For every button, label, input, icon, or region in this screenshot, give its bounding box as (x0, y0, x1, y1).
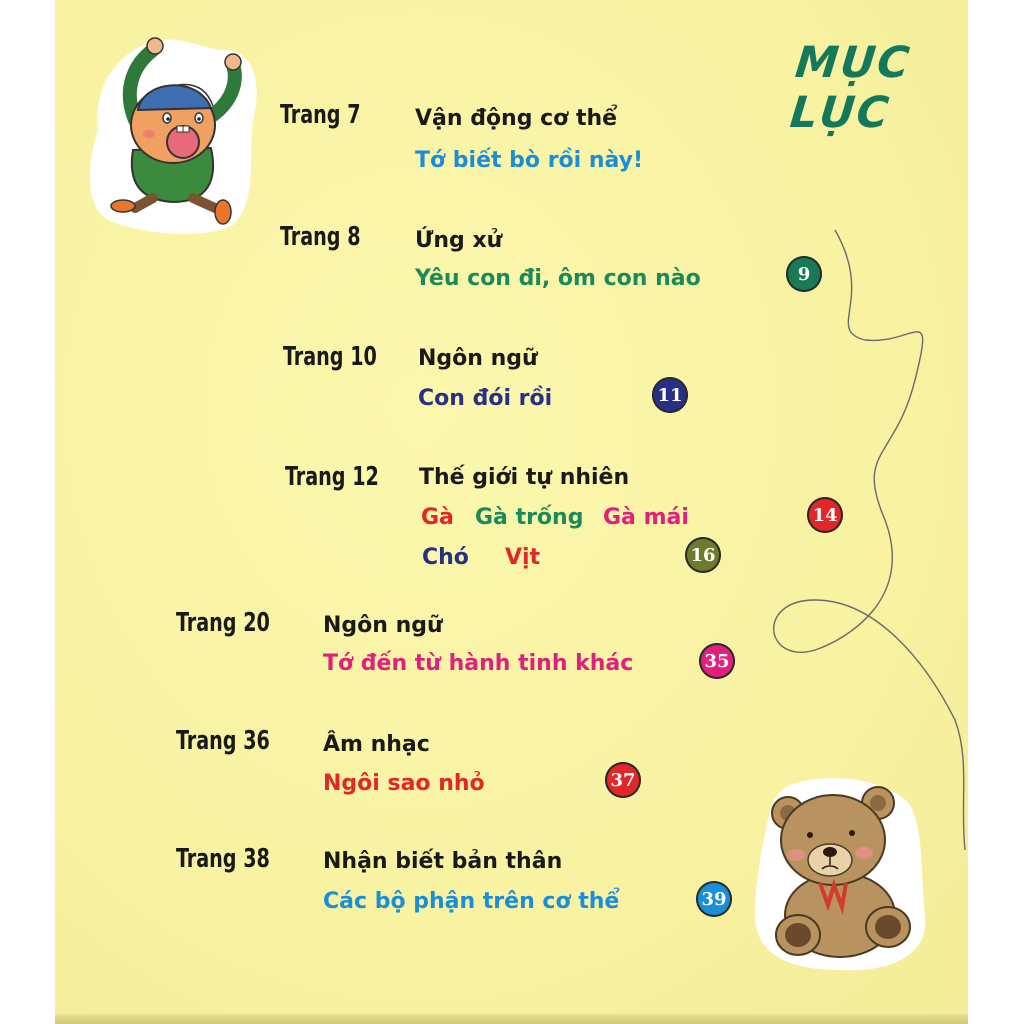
entry-topic: Ngôn ngữ (323, 613, 443, 638)
entry-page-label: Trang 36 (176, 726, 270, 756)
entry-page-label: Trang 10 (283, 342, 377, 372)
entry-item: Ngôi sao nhỏ (323, 771, 485, 796)
entry-topic: Vận động cơ thể (415, 106, 618, 131)
entry-page-label: Trang 20 (176, 608, 270, 638)
entry-page-label: Trang 38 (176, 844, 270, 874)
entry-item: Gà (421, 505, 454, 530)
entry-item: Yêu con đi, ôm con nào (415, 266, 701, 291)
entry-item: Chó (422, 545, 469, 570)
entry-item: Gà mái (603, 505, 689, 530)
teddy-bear-sticker (750, 775, 930, 975)
entry-item: Tớ đến từ hành tinh khác (323, 651, 634, 676)
entry-item: Tớ biết bò rồi này! (415, 148, 644, 173)
entry-topic: Âm nhạc (323, 732, 430, 757)
boy-cheering-sticker (83, 30, 263, 240)
page-number-badge: 37 (605, 762, 641, 798)
page-number-badge: 11 (652, 377, 688, 413)
entry-topic: Nhận biết bản thân (323, 849, 563, 874)
page-number-badge: 16 (685, 537, 721, 573)
entry-item: Các bộ phận trên cơ thể (323, 889, 620, 914)
page-number-badge: 39 (696, 881, 732, 917)
page-title: MỤC LỤC (787, 38, 914, 138)
entry-item: Con đói rồi (418, 386, 553, 411)
entry-item: Gà trống (475, 505, 584, 530)
entry-page-label: Trang 7 (280, 100, 361, 130)
entry-page-label: Trang 8 (280, 222, 361, 252)
entry-page-label: Trang 12 (285, 462, 379, 492)
entry-topic: Ngôn ngữ (418, 346, 538, 371)
page-number-badge: 14 (807, 497, 843, 533)
page-bottom-edge (55, 1014, 968, 1024)
book-page (55, 0, 968, 1024)
entry-topic: Thế giới tự nhiên (419, 465, 630, 490)
entry-topic: Ứng xử (415, 228, 503, 253)
page-number-badge: 35 (699, 643, 735, 679)
page-number-badge: 9 (786, 256, 822, 292)
entry-item: Vịt (505, 545, 541, 570)
